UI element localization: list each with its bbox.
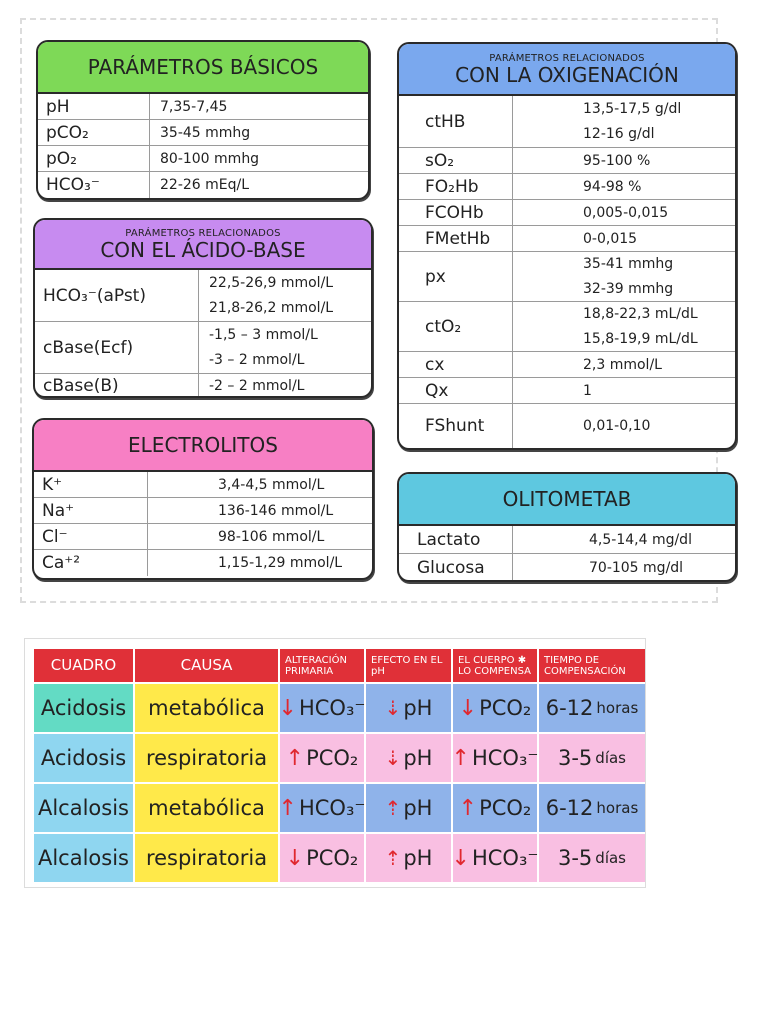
param-value: 2,3 mmol/L [583, 356, 662, 373]
cell-cuadro: Acidosis [34, 684, 133, 732]
table-row [38, 146, 368, 172]
param-value: 0,01-0,10 [583, 418, 651, 434]
param-value: 35-45 mmhg [160, 124, 251, 141]
param-value: 0,005-0,015 [583, 204, 669, 221]
cell-cuadro: Alcalosis [34, 784, 133, 832]
param-name: Qx [399, 378, 513, 403]
cell-causa: respiratoria [135, 834, 278, 882]
param-name: FMetHb [399, 226, 513, 251]
card-subtitle: PARÁMETROS RELACIONADOS [125, 227, 281, 239]
cell-causa: metabólica [135, 784, 278, 832]
table-row [399, 352, 735, 378]
param-name: ctHB [399, 96, 513, 147]
dashed-arrow-down-icon: ⇣ [384, 746, 402, 770]
cell-tiempo [539, 734, 645, 782]
card-header [399, 474, 735, 526]
param-name: cBase(B) [35, 374, 199, 398]
param-value: 18,8-22,3 mL/dL [583, 306, 698, 323]
param-value: 95-100 % [583, 152, 651, 169]
cell-efecto-ph [366, 784, 451, 832]
table-row [399, 200, 735, 226]
dashed-arrow-down-icon: ⇣ [384, 696, 402, 720]
card-title: ELECTROLITOS [128, 433, 278, 457]
arrow-up-icon: ↑ [285, 745, 305, 771]
cell-text: HCO₃⁻ [298, 796, 366, 820]
table-row [34, 472, 372, 498]
cell-compensa [453, 834, 537, 882]
param-name: FCOHb [399, 200, 513, 225]
param-value: 1,15-1,29 mmol/L [218, 555, 343, 571]
param-value: 15,8-19,9 mL/dL [583, 330, 698, 347]
header-tiempo: TIEMPO DE COMPENSACIÓN [539, 649, 645, 682]
arrow-down-icon: ↓ [458, 695, 478, 721]
cell-text: PCO₂ [479, 696, 532, 720]
table-row [399, 226, 735, 252]
param-name: cBase(Ecf) [35, 322, 199, 373]
header-compensa: EL CUERPO ✱ LO COMPENSA [453, 649, 537, 682]
table-row [399, 252, 735, 302]
cell-alteracion [280, 684, 364, 732]
cell-causa: respiratoria [135, 734, 278, 782]
cell-text: 3-5 [557, 746, 593, 770]
cell-text: PCO₂ [479, 796, 532, 820]
card-oxigenacion [397, 42, 737, 450]
table-row [38, 120, 368, 146]
header-efecto-ph: EFECTO EN EL pH [366, 649, 451, 682]
header-cuadro: CUADRO [34, 649, 133, 682]
table-row [399, 378, 735, 404]
cell-text: pH [403, 746, 433, 770]
table-row [399, 302, 735, 352]
cell-unit: horas [596, 799, 639, 817]
param-value: 0-0,015 [583, 230, 638, 247]
table-row [399, 148, 735, 174]
param-value: 4,5-14,4 mg/dl [589, 531, 692, 548]
param-name: HCO₃⁻(aPst) [35, 270, 199, 321]
param-value: 32-39 mmhg [583, 280, 674, 297]
cell-compensa [453, 684, 537, 732]
cell-text: 6-12 [545, 796, 594, 820]
param-value: 12-16 g/dl [583, 126, 655, 143]
arrow-down-icon: ↓ [451, 845, 470, 871]
table-row [399, 526, 735, 554]
cell-text: PCO₂ [306, 846, 359, 870]
param-name: pH [38, 94, 150, 119]
param-value: 136-146 mmol/L [218, 502, 334, 519]
card-title: PARÁMETROS BÁSICOS [87, 55, 319, 79]
param-value: 3,4-4,5 mmol/L [218, 476, 325, 493]
param-name: Ca⁺² [34, 550, 148, 576]
arrow-up-icon: ↑ [278, 795, 297, 821]
param-name: pCO₂ [38, 120, 150, 145]
table-row [35, 322, 371, 374]
param-value: 13,5-17,5 g/dl [583, 100, 682, 117]
param-value: 1 [583, 382, 592, 399]
card-electrolitos [32, 418, 374, 580]
param-name: pO₂ [38, 146, 150, 171]
param-value: -2 – 2 mmol/L [209, 378, 305, 394]
arrow-down-icon: ↓ [285, 845, 305, 871]
card-acido-base [33, 218, 373, 398]
cell-causa: metabólica [135, 684, 278, 732]
table-row [34, 550, 372, 576]
param-name: HCO₃⁻ [38, 172, 150, 198]
param-name: Cl⁻ [34, 524, 148, 549]
cell-unit: días [595, 849, 626, 867]
table-row [399, 174, 735, 200]
param-value: -3 – 2 mmol/L [209, 352, 305, 369]
param-value: 22,5-26,9 mmol/L [209, 274, 334, 291]
card-parametros-basicos [36, 40, 370, 200]
cell-efecto-ph [366, 734, 451, 782]
table-row [34, 524, 372, 550]
param-name: cx [399, 352, 513, 377]
cell-tiempo [539, 684, 645, 732]
card-header [34, 420, 372, 472]
table-row [399, 96, 735, 148]
table-row [35, 374, 371, 398]
cell-text: HCO₃⁻ [471, 746, 539, 770]
cell-text: pH [403, 796, 433, 820]
card-title: CON LA OXIGENACIÓN [455, 62, 679, 87]
cell-cuadro: Acidosis [34, 734, 133, 782]
cell-tiempo [539, 834, 645, 882]
arrow-down-icon: ↓ [278, 695, 297, 721]
param-value: 80-100 mmhg [160, 150, 260, 167]
cell-tiempo [539, 784, 645, 832]
cell-unit: horas [596, 699, 639, 717]
param-value: 21,8-26,2 mmol/L [209, 300, 334, 317]
cell-unit: días [595, 749, 626, 767]
cell-alteracion [280, 834, 364, 882]
card-olitometab [397, 472, 737, 582]
card-header [35, 220, 371, 270]
param-name: Glucosa [399, 554, 513, 582]
cell-cuadro: Alcalosis [34, 834, 133, 882]
arrow-up-icon: ↑ [451, 745, 470, 771]
cell-text: PCO₂ [306, 746, 359, 770]
param-name: FO₂Hb [399, 174, 513, 199]
card-header [38, 42, 368, 94]
table-row [399, 404, 735, 448]
cell-text: pH [403, 846, 433, 870]
header-alteracion: ALTERACIÓN PRIMARIA [280, 649, 364, 682]
param-value: 70-105 mg/dl [589, 560, 684, 576]
cell-text: 3-5 [557, 846, 593, 870]
arrow-up-icon: ↑ [458, 795, 478, 821]
table-row [34, 498, 372, 524]
cell-alteracion [280, 734, 364, 782]
param-value: 98-106 mmol/L [218, 528, 325, 545]
cell-text: HCO₃⁻ [298, 696, 366, 720]
table-row [35, 270, 371, 322]
param-name: px [399, 252, 513, 301]
param-value: -1,5 – 3 mmol/L [209, 326, 318, 343]
param-name: K⁺ [34, 472, 148, 497]
card-title: OLITOMETAB [502, 487, 632, 511]
cell-compensa [453, 784, 537, 832]
card-header [399, 44, 735, 96]
dashed-arrow-up-icon: ⇡ [384, 796, 402, 820]
table-row [38, 94, 368, 120]
cell-efecto-ph [366, 834, 451, 882]
cell-text: 6-12 [545, 696, 594, 720]
dashed-arrow-up-icon: ⇡ [384, 846, 402, 870]
param-name: Na⁺ [34, 498, 148, 523]
card-title: CON EL ÁCIDO-BASE [100, 237, 306, 262]
param-value: 35-41 mmhg [583, 256, 674, 273]
table-row [399, 554, 735, 582]
param-name: ctO₂ [399, 302, 513, 351]
cell-efecto-ph [366, 684, 451, 732]
cell-text: HCO₃⁻ [471, 846, 539, 870]
cell-alteracion [280, 784, 364, 832]
param-value: 22-26 mEq/L [160, 177, 250, 193]
cell-text: pH [403, 696, 433, 720]
card-subtitle: PARÁMETROS RELACIONADOS [489, 52, 645, 64]
acid-base-summary-table [24, 638, 646, 888]
param-name: Lactato [399, 526, 513, 553]
param-value: 7,35-7,45 [160, 98, 228, 115]
param-name: FShunt [399, 404, 513, 448]
param-name: sO₂ [399, 148, 513, 173]
cell-compensa [453, 734, 537, 782]
header-causa: CAUSA [135, 649, 278, 682]
param-value: 94-98 % [583, 178, 642, 195]
table-row [38, 172, 368, 198]
